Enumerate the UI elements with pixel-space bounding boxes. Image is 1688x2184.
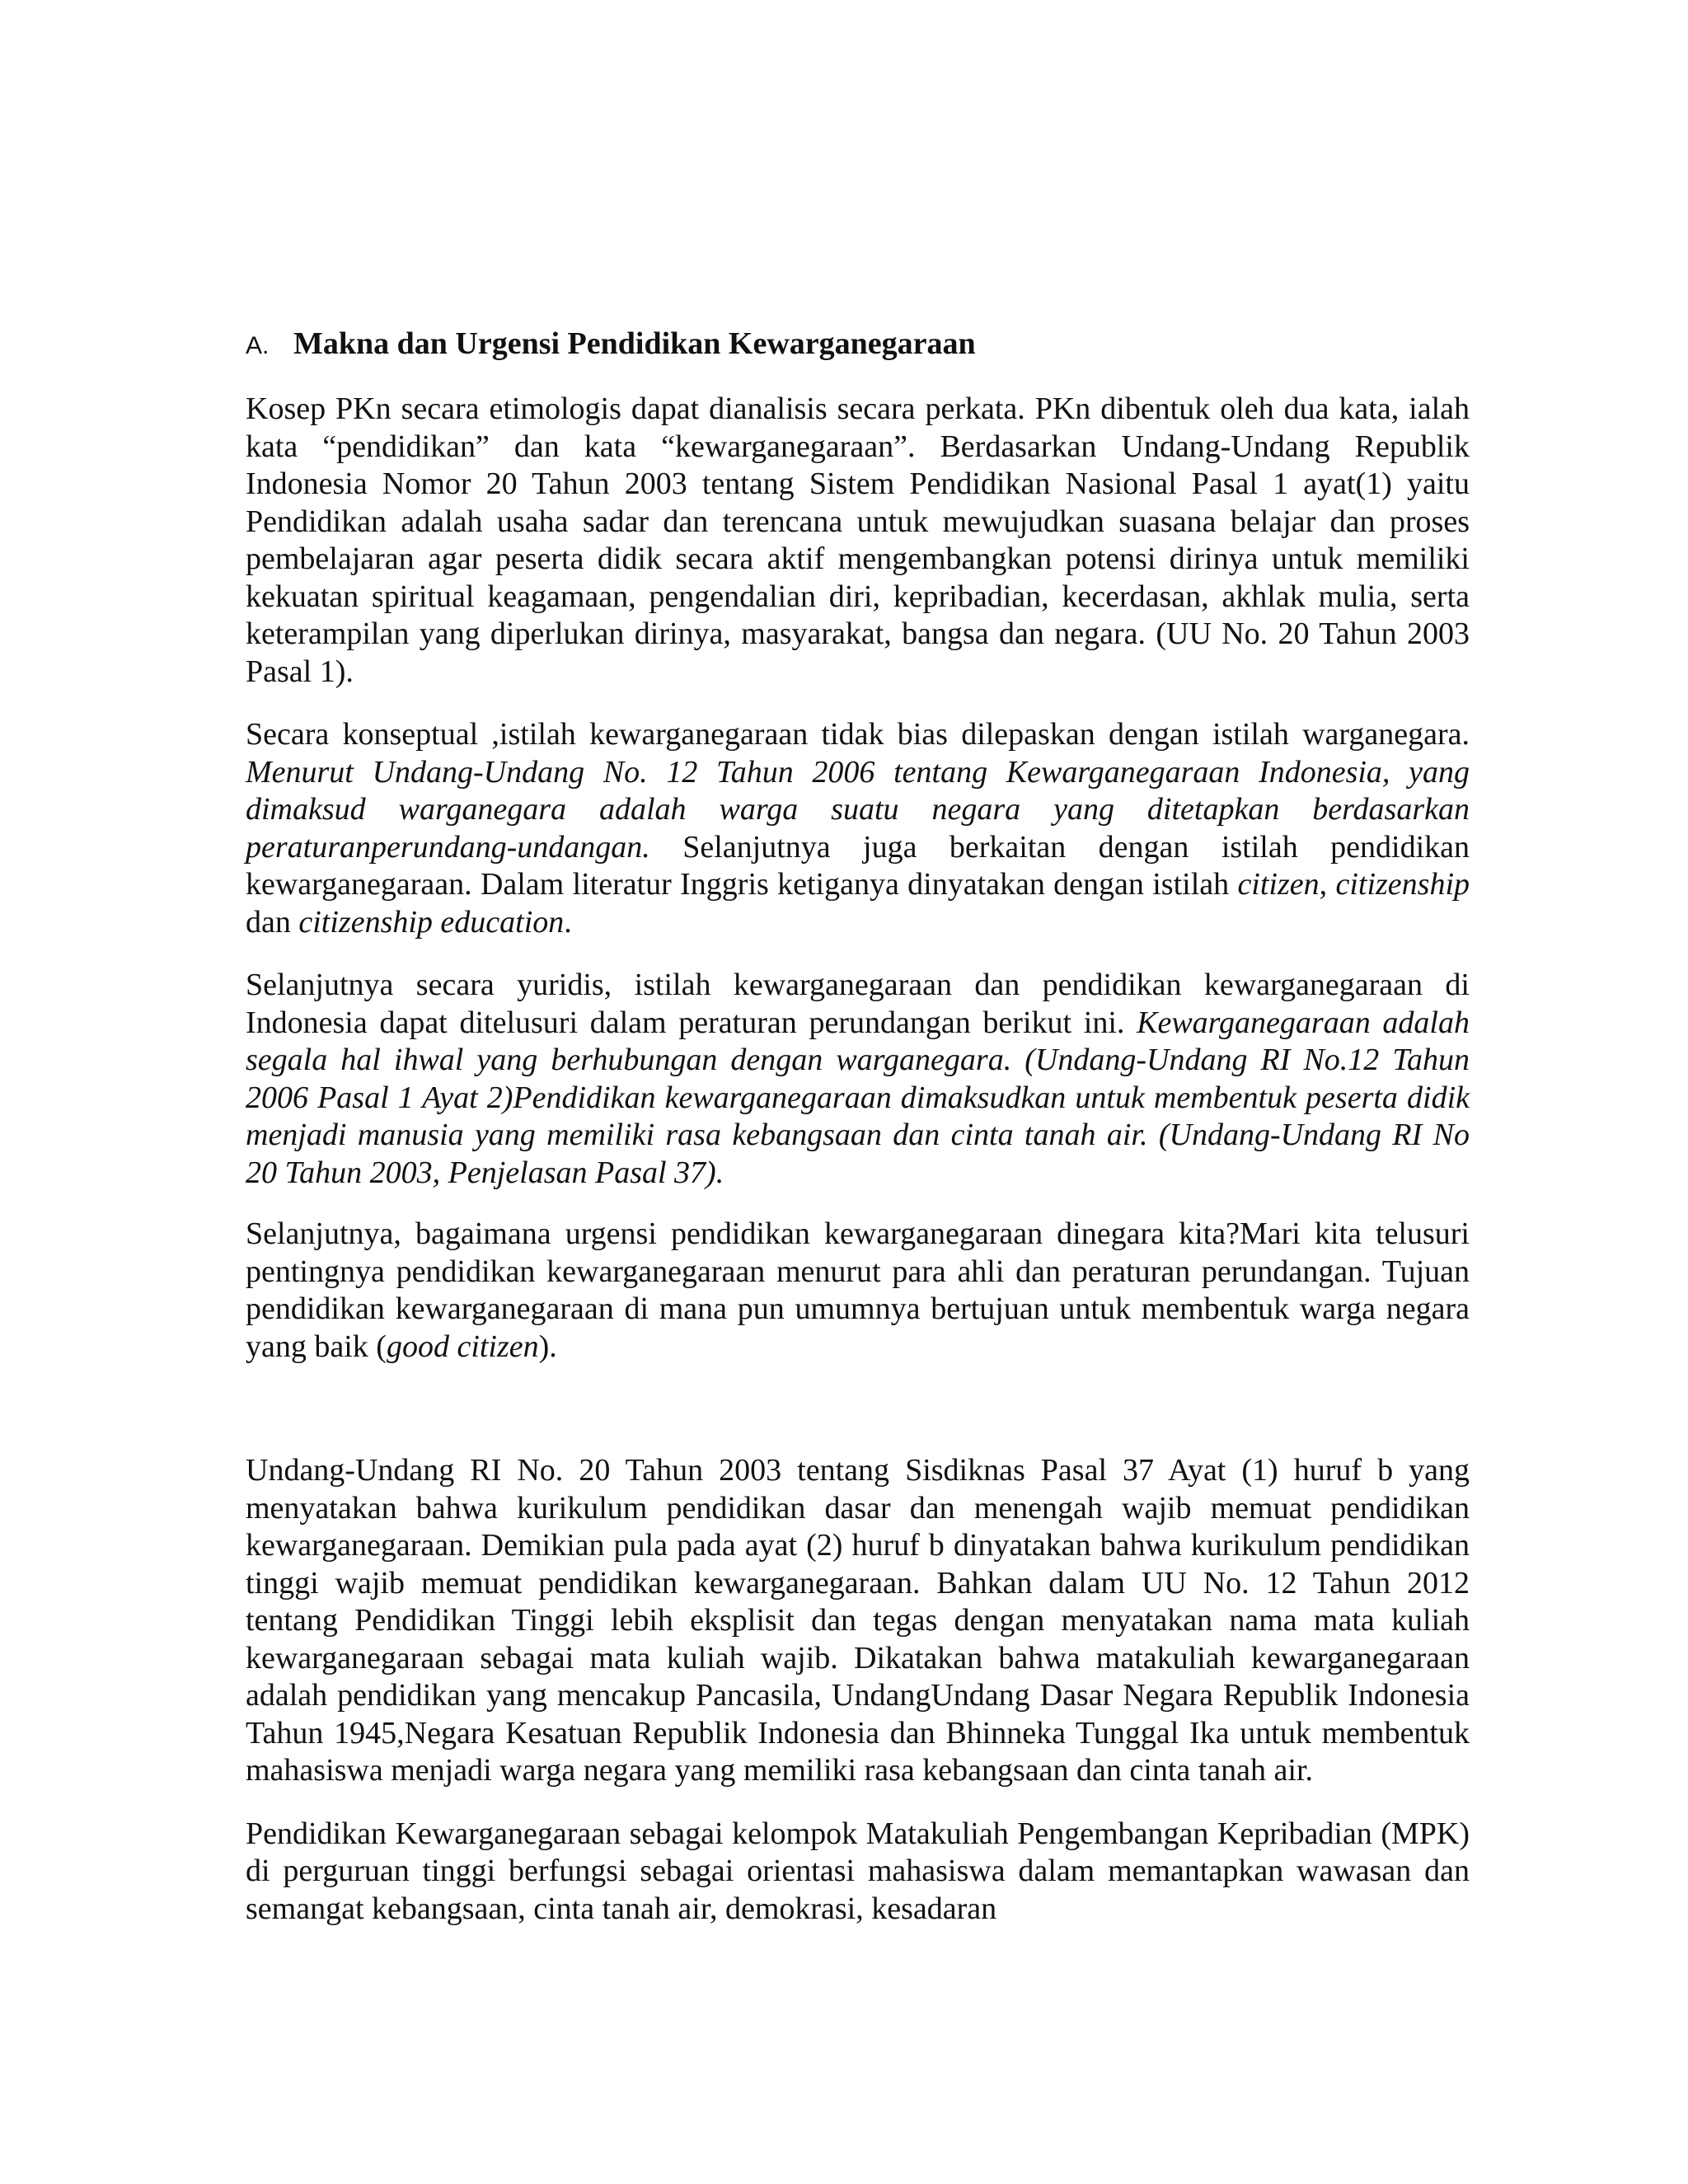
paragraph-text: Selanjutnya juga berkaitan dengan istilah pendidikan kewarganegaraan. Dalam literatur Inggris ketiganya dinyatakan dengan istilah [246,829,1470,902]
paragraph-text: Secara konseptual ,istilah kewarganegaraan tidak bias dilepaskan dengan istilah warganegara. [246,717,1470,752]
paragraph-text: Selanjutnya, bagaimana urgensi pendidikan kewarganegaraan dinegara kita?Mari kita telusuri pentingnya pendidikan kewarganegaraan menurut para ahli dan peraturan perundangan. Tujuan pendidikan kewarganegaraan di mana pun umumnya bertujuan untuk membentuk warga negara yang baik ( [246,1216,1470,1364]
paragraph-yuridis [246,967,1470,1192]
paragraph-sisdiknas [246,1452,1470,1790]
paragraph-text: . [564,904,572,940]
paragraph-text: dan [246,904,299,940]
section-title: Makna dan Urgensi Pendidikan Kewarganegaraan [293,326,976,361]
italic-term: good citizen [386,1329,539,1364]
paragraph-etimologi [246,391,1470,691]
paragraph-mpk [246,1816,1470,1929]
italic-quote: Kewarganegaraan adalah segala hal ihwal yang berhubungan dengan warganegara. (Undang-Undang RI No.12 Tahun 2006 Pasal 1 Ayat 2)Pendidikan kewarganegaraan dimaksudkan untuk membentuk peserta didik menjadi manusia yang memiliki rasa kebangsaan dan cinta tanah air. (Undang-Undang RI No 20 Tahun 2003, Penjelasan Pasal 37). [246,1005,1470,1190]
paragraph-konseptual [246,716,1470,941]
italic-term: citizenship [1335,867,1470,902]
paragraph-text: Selanjutnya secara yuridis, istilah kewarganegaraan dan pendidikan kewarganegaraan di Indonesia dapat ditelusuri dalam peraturan perundangan berikut ini. [246,968,1470,1040]
section-marker: A. [246,332,270,359]
paragraph-text: ). [538,1329,557,1364]
paragraph-urgensi [246,1216,1470,1366]
paragraph-text: Undang-Undang RI No. 20 Tahun 2003 tentang Sisdiknas Pasal 37 Ayat (1) huruf b yang menyatakan bahwa kurikulum pendidikan dasar dan menengah wajib memuat pendidikan kewarganegaraan. Demikian pula pada ayat (2) huruf b dinyatakan bahwa kurikulum pendidikan tinggi wajib memuat pendidikan kewarganegaraan. Bahkan dalam UU No. 12 Tahun 2012 tentang Pendidikan Tinggi lebih eksplisit dan tegas dengan menyatakan nama mata kuliah kewarganegaraan sebagai mata kuliah wajib. Dikatakan bahwa matakuliah kewarganegaraan adalah pendidikan yang mencakup Pancasila, UndangUndang Dasar Negara Republik Indonesia Tahun 1945,Negara Kesatuan Republik Indonesia dan Bhinneka Tunggal Ika untuk membentuk mahasiswa menjadi warga negara yang memiliki rasa kebangsaan dan cinta tanah air. [246,1453,1470,1788]
italic-term: citizenship education [298,904,565,940]
italic-term: citizen [1237,867,1320,902]
paragraph-text: Pendidikan Kewarganegaraan sebagai kelompok Matakuliah Pengembangan Kepribadian (MPK) di perguruan tinggi berfungsi sebagai orientasi mahasiswa dalam memantapkan wawasan dan semangat kebangsaan, cinta tanah air, demokrasi, kesadaran [246,1816,1470,1926]
paragraph-text: Kosep PKn secara etimologis dapat dianalisis secara perkata. PKn dibentuk oleh dua kata, ialah kata “pendidikan” dan kata “kewarganegaraan”. Berdasarkan Undang-Undang Republik Indonesia Nomor 20 Tahun 2003 tentang Sistem Pendidikan Nasional Pasal 1 ayat(1) yaitu Pendidikan adalah usaha sadar dan terencana untuk mewujudkan suasana belajar dan proses pembelajaran agar peserta didik secara aktif mengembangkan potensi dirinya untuk memiliki kekuatan spiritual keagamaan, pengendalian diri, kepribadian, kecerdasan, akhlak mulia, serta keterampilan yang diperlukan dirinya, masyarakat, bangsa dan negara. (UU No. 20 Tahun 2003 Pasal 1). [246,391,1470,689]
document-page [246,323,1470,1928]
italic-quote: Menurut Undang-Undang No. 12 Tahun 2006 tentang Kewarganegaraan Indonesia, yang dimaksud warganegara adalah warga suatu negara yang ditetapkan berdasarkan peraturanperundang-undangan. [246,754,1470,865]
section-heading [246,323,1470,364]
paragraph-text: , [1319,867,1336,902]
